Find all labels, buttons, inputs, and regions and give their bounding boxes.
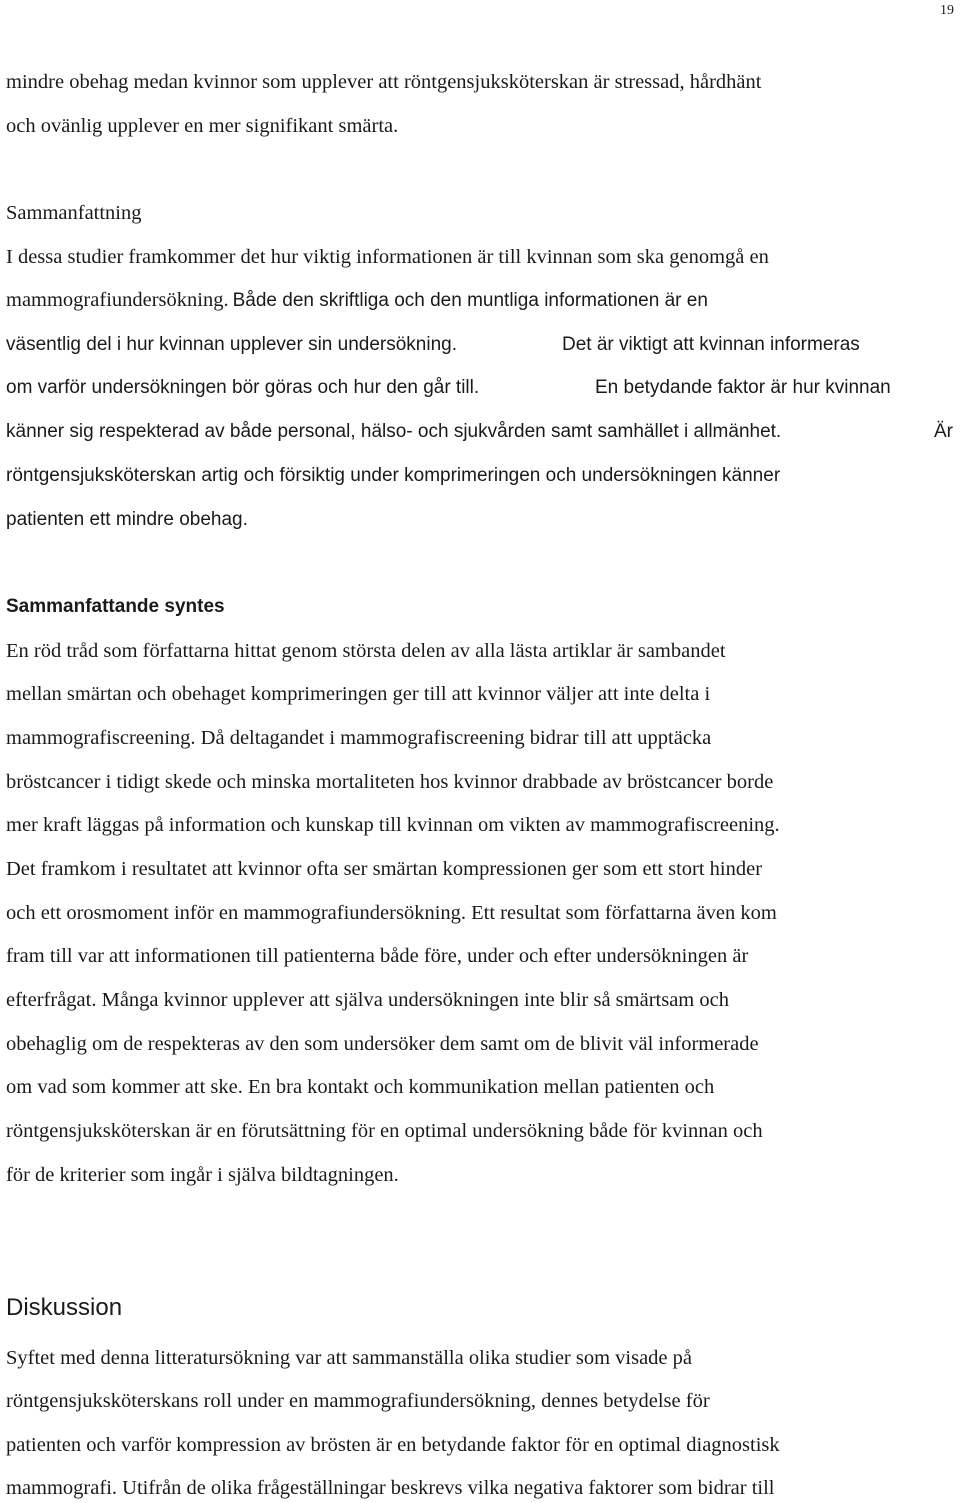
paragraph-line: mer kraft läggas på information och kunskap till kvinnan om vikten av mammografiscreening. — [6, 814, 780, 836]
paragraph-line: för de kriterier som ingår i själva bildtagningen. — [6, 1164, 399, 1186]
paragraph-line: En betydande faktor är hur kvinnan — [595, 377, 891, 398]
paragraph-line: bröstcancer i tidigt skede och minska mortaliteten hos kvinnor drabbade av bröstcancer borde — [6, 771, 774, 793]
paragraph-line: fram till var att informationen till patienterna både före, under och efter undersökningen är — [6, 945, 749, 967]
paragraph-line: Är — [934, 421, 953, 442]
paragraph-line: mindre obehag medan kvinnor som upplever att röntgensjuksköterskan är stressad, hårdhänt — [6, 71, 762, 93]
paragraph-line: En röd tråd som författarna hittat genom största delen av alla lästa artiklar är sambandet — [6, 640, 726, 662]
paragraph-line: Det framkom i resultatet att kvinnor ofta ser smärtan kompressionen ger som ett stort hinder — [6, 858, 763, 880]
paragraph-line: om vad som kommer att ske. En bra kontakt och kommunikation mellan patienten och — [6, 1076, 715, 1098]
paragraph-line: obehaglig om de respekteras av den som undersöker dem samt om de blivit väl informerade — [6, 1033, 759, 1055]
paragraph-line: om varför undersökningen bör göras och hur den går till. — [6, 377, 480, 398]
text-run: mammografiundersökning. — [6, 289, 229, 311]
paragraph-line: väsentlig del i hur kvinnan upplever sin undersökning. — [6, 334, 457, 355]
paragraph-line: och ovänlig upplever en mer signifikant smärta. — [6, 115, 399, 137]
section-heading-sammanfattning: Sammanfattning — [6, 202, 142, 224]
page-number: 19 — [940, 3, 954, 18]
paragraph-line: röntgensjuksköterskan artig och försiktig under komprimeringen och undersökningen känner — [6, 465, 781, 486]
paragraph-line-mixed — [6, 290, 708, 311]
paragraph-line: patienten och varför kompression av brösten är en betydande faktor för en optimal diagnostisk — [6, 1434, 780, 1456]
paragraph-line: efterfrågat. Många kvinnor upplever att själva undersökningen inte blir så smärtsam och — [6, 989, 729, 1011]
paragraph-line: Det är viktigt att kvinnan informeras — [562, 334, 860, 355]
paragraph-line: känner sig respekterad av både personal, hälso- och sjukvården samt samhället i allmänhet. — [6, 421, 782, 442]
paragraph-line: Syftet med denna litteratursökning var att sammanställa olika studier som visade på — [6, 1347, 693, 1369]
paragraph-line: röntgensjuksköterskan är en förutsättning för en optimal undersökning både för kvinnan och — [6, 1120, 763, 1142]
paragraph-line: I dessa studier framkommer det hur viktig informationen är till kvinnan som ska genomgå en — [6, 246, 769, 268]
paragraph-line: mammografi. Utifrån de olika frågeställningar beskrevs vilka negativa faktorer som bidrar till — [6, 1477, 775, 1499]
paragraph-line: röntgensjuksköterskans roll under en mammografiundersökning, dennes betydelse för — [6, 1390, 710, 1412]
section-heading-diskussion: Diskussion — [6, 1294, 123, 1321]
paragraph-line: patienten ett mindre obehag. — [6, 509, 248, 530]
paragraph-line: och ett orosmoment inför en mammografiundersökning. Ett resultat som författarna även kom — [6, 902, 777, 924]
section-heading-syntes: Sammanfattande syntes — [6, 596, 225, 617]
text-run: Både den skriftliga och den muntliga informationen är en — [232, 290, 708, 311]
paragraph-line: mammografiscreening. Då deltagandet i mammografiscreening bidrar till att upptäcka — [6, 727, 712, 749]
paragraph-line: mellan smärtan och obehaget komprimeringen ger till att kvinnor väljer att inte delta i — [6, 683, 711, 705]
